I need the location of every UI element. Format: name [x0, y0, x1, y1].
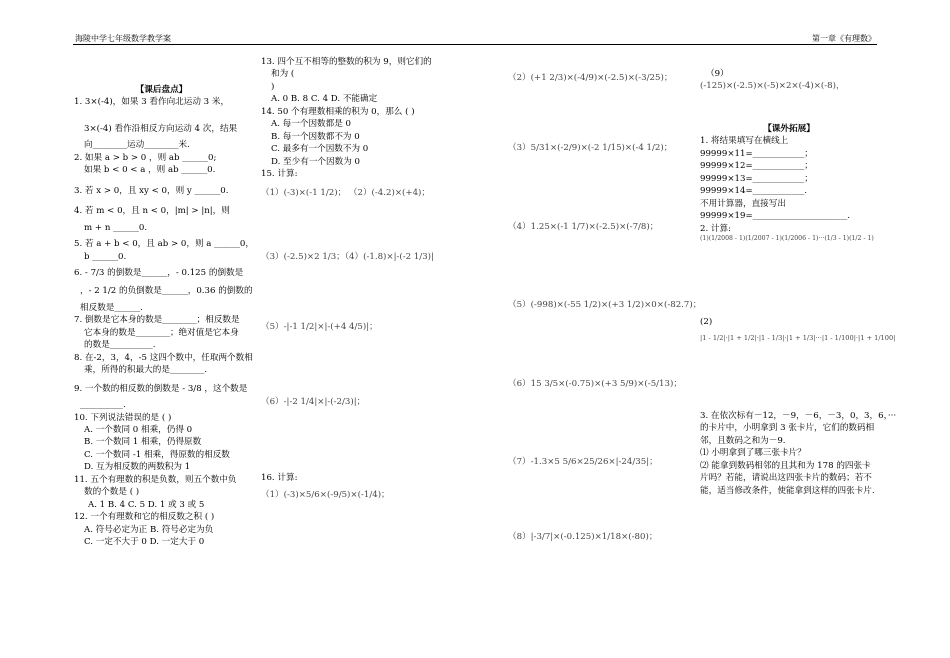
q12-options-cd: C. 一定不大于 0 D. 一定大于 0 [84, 537, 205, 548]
section-title-extension: 【课外拓展】 [763, 123, 815, 134]
ext3-question-2-end: 能，适当修改条件，使能拿到这样的四张卡片. [700, 485, 875, 496]
q4-line-2: m + n ______0. [84, 222, 148, 233]
ext3-line-2: 的卡片中，小明拿到 3 张卡片，它们的数码相 [700, 423, 875, 434]
header-left: 海陵中学七年级数学教学案 [75, 34, 171, 43]
header-rule [73, 44, 877, 45]
header-right: 第一章《有理数》 [812, 34, 876, 43]
q11-line-2: 数的个数是 ( ) [84, 487, 140, 498]
q10-option-d: D. 互为相反数的两数积为 1 [84, 462, 191, 473]
q12-line: 12. 一个有理数和它的相反数之积 ( ) [74, 512, 215, 523]
column-1 [74, 84, 254, 549]
q8-line-2: 乘，所得的积最大的是________. [84, 365, 208, 376]
q13-line-1: 13. 四个互不相等的整数的积为 9，则它们的 [261, 57, 432, 67]
ext1-row-19: 99999×19=______________________. [700, 211, 850, 222]
ext1-row-11: 99999×11=____________； [700, 148, 813, 159]
q16-title: 16. 计算: [261, 473, 298, 484]
q9-line-2: __________. [80, 400, 126, 411]
ext3-question-2: ⑵ 能拿到数码相邻的且其和为 178 的四张卡 [700, 460, 871, 471]
q6-line-1: 6. - 7/3 的倒数是______，- 0.125 的倒数是 [74, 267, 244, 278]
ext2-item-2: |1 - 1/2|·|1 + 1/2|·|1 - 1/3|·|1 + 1/3|···|1 - 1/100|·|1 + 1/100| [700, 334, 896, 343]
q13-options: A. 0 B. 8 C. 4 D. 不能确定 [271, 94, 378, 105]
q15-item-5: （5）-|-1 1/2|×|-(+4 4/5)|； [261, 322, 378, 333]
q11-line-1: 11. 五个有理数的积是负数，则五个数中负 [74, 474, 237, 485]
q7-line-3: 的数是__________. [84, 340, 156, 351]
q16-item-1: （1）(-3)×5/6×(-9/5)×(-1/4)； [261, 489, 390, 500]
q16-item-5: （5）(-998)×(-55 1/2)×(+3 1/2)×0×(-82.7)； [508, 300, 702, 311]
q16-item-2: （2）(+1 2/3)×(-4/9)×(-2.5)×(-3/25)； [508, 73, 673, 83]
q15-title: 15. 计算: [261, 169, 298, 180]
q13-line-2: 和为 ( [271, 69, 295, 80]
q14-option-b: B. 每一个因数都不为 0 [271, 131, 360, 142]
ext1-row-14: 99999×14=____________. [700, 186, 807, 197]
q16-item-7: （7）-1.3×5 5/6×25/26×|-24/35|； [508, 457, 658, 468]
column-3 [508, 72, 702, 543]
q12-options-ab: A. 符号必定为正 B. 符号必定为负 [84, 524, 214, 535]
ext1-row-12: 99999×12=____________； [700, 161, 813, 172]
q11-options: A. 1 B. 4 C. 5 D. 1 或 3 或 5 [88, 499, 205, 510]
ext3-question-1: ⑴ 小明拿到了哪三张卡片？ [700, 448, 806, 459]
q6-line-3: 相反数是______. [80, 302, 143, 313]
q14-option-a: A. 每一个因数都是 0 [271, 119, 352, 130]
ext2-title: 2. 计算: [700, 223, 732, 234]
q2-line-2: 如果 b < 0 < a ，则 ab ______0. [84, 165, 216, 176]
q1-line-2: 3×(-4) 看作沿相反方向运动 4 次，结果 [84, 123, 238, 134]
q16-item-6: （6）15 3/5×(-0.75)×(+3 5/9)×(-5/13)； [508, 378, 682, 389]
ext3-question-2-cont: 片吗？若能，请说出这四张卡片的数码；若不 [700, 473, 872, 484]
q14-line: 14. 50 个有理数相乘的积为 0，那么 ( ) [261, 106, 415, 117]
q15-items-1-2: （1）(-3)×(-1 1/2)； （2）(-4.2)×(+4)； [261, 187, 430, 198]
q1-line-1: 1. 3×(-4)，如果 3 看作向北运动 3 米， [74, 97, 230, 108]
q5-line-1: 5. 若 a + b < 0，且 ab > 0，则 a ______0， [74, 239, 254, 250]
ext1-line: 1. 将结果填写在横线上 [700, 136, 789, 147]
q2-line-1: 2. 如果 a > b > 0 ，则 ab ______0; [74, 152, 217, 163]
q14-option-d: D. 至少有一个因数为 0 [271, 156, 360, 167]
q13-line-3: ) [271, 81, 275, 92]
ext1-instruction: 不用计算器，直接写出 [700, 198, 786, 209]
q9-line-1: 9. 一个数的相反数的倒数是 - 3/8 ，这个数是 [74, 383, 248, 394]
q14-option-c: C. 最多有一个因数不为 0 [271, 144, 369, 155]
q16-item-4: （4）1.25×(-1 1/7)×(-2.5)×(-7/8)； [508, 221, 659, 232]
q10-option-c: C. 一个数同 -1 相乘，得原数的相反数 [84, 449, 230, 460]
q8-line-1: 8. 在-2，3，4，-5 这四个数中，任取两个数相 [74, 352, 253, 363]
column-4 [700, 68, 897, 497]
q16-item-9-expression: (-125)×(-2.5)×(-5)×2×(-4)×(-8)， [700, 81, 845, 92]
q7-line-1: 7. 倒数是它本身的数是________；相反数是 [74, 315, 240, 326]
section-title-review: 【课后盘点】 [135, 85, 188, 95]
q4-line-1: 4. 若 m < 0，且 n < 0，|m| > |n|，则 [74, 206, 230, 217]
ext3-line-3: 邻，且数码之和为－9. [700, 435, 786, 446]
ext2-item-1: (1)(1/2008 - 1)(1/2007 - 1)(1/2006 - 1)···(1/3 - 1)(1/2 - 1) [700, 234, 874, 242]
q7-line-2: 它本身的数是________；绝对值是它本身 [84, 327, 239, 338]
q16-item-3: （3）5/31×(-2/9)×(-2 1/15)×(-4 1/2)； [508, 143, 673, 154]
ext2-item-2-label: (2) [700, 316, 713, 327]
q16-item-9-label: （9） [706, 69, 729, 79]
q6-line-2: ，- 2 1/2 的负倒数是______，0.36 的倒数的 [80, 286, 253, 297]
q10-option-b: B. 一个数同 1 相乘，仍得原数 [84, 437, 202, 448]
ext3-line-1: 3. 在依次标有－12，－9，－6，－3，0，3，6，··· [700, 410, 897, 421]
q3-line: 3. 若 x > 0，且 xy < 0，则 y ______0. [74, 185, 229, 196]
q5-line-2: b ______0. [84, 251, 127, 262]
q15-items-3-4: （3）(-2.5)×2 1/3；（4）(-1.8)×|-(-2 1/3)| [261, 251, 434, 262]
q16-item-8: （8）|-3/7|×(-0.125)×1/18×(-80)； [508, 531, 658, 542]
column-2 [261, 56, 451, 501]
ext1-row-13: 99999×13=____________； [700, 173, 813, 184]
q10-line: 10. 下列说法错误的是 ( ) [74, 412, 172, 423]
q10-option-a: A. 一个数同 0 相乘，仍得 0 [84, 424, 193, 435]
q15-item-6: （6）-|-2 1/4|×|-(-2/3)|； [261, 396, 366, 407]
q1-line-3: 向________运动________米. [84, 140, 190, 151]
